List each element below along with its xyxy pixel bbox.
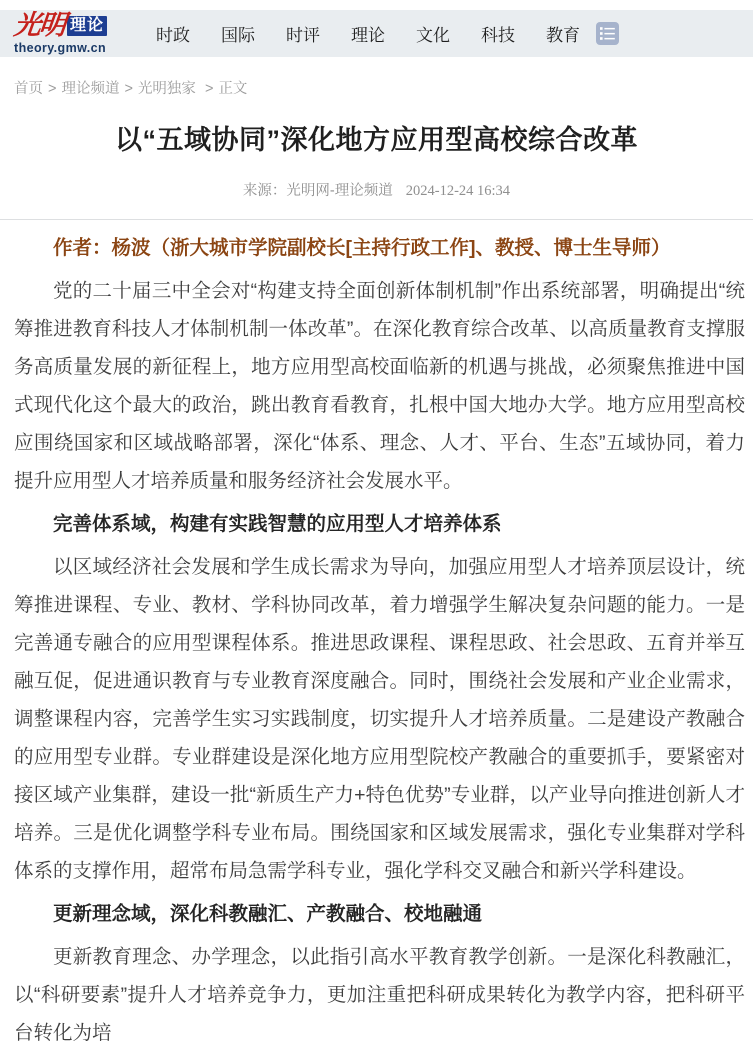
source-line [0,179,753,200]
section-heading-2: 更新理念域，深化科教融汇、产教融合、校地融通 [53,902,483,925]
breadcrumb [14,77,753,98]
logo-channel-badge: 理论 [67,16,107,36]
breadcrumb-home[interactable]: 首页 [14,81,43,97]
breadcrumb-theory-channel[interactable]: 理论频道 [61,81,120,97]
logo-domain-text: theory.gmw.cn [14,41,107,56]
logo-guangming-script: 光明 [12,10,66,42]
article-paragraph: 更新教育理念、办学理念，以此指引高水平教育教学创新。一是深化科教融汇，以“科研要素”提升人才培养竞争力，更加注重把科研成果转化为教学内容，把科研平台转化为培 [14,945,745,1044]
source-label[interactable]: 来源：光明网-理论频道 [242,182,393,199]
nav-item-keji[interactable]: 科技 [481,26,515,45]
breadcrumb-current-article: 正文 [218,81,248,97]
nav-item-shiping[interactable]: 时评 [286,26,320,45]
site-header [0,10,753,57]
main-nav [156,21,580,46]
site-logo[interactable] [14,12,132,55]
page-title: 以“五域协同”深化地方应用型高校综合改革 [115,125,638,155]
publish-datetime: 2024-12-24 16:34 [405,182,511,199]
logo-lockup [12,10,132,42]
nav-item-lilun[interactable]: 理论 [351,26,385,45]
section-heading-1: 完善体系域，构建有实践智慧的应用型人才培养体系 [53,512,502,535]
nav-item-wenhua[interactable]: 文化 [416,26,450,45]
breadcrumb-separator: > [204,81,214,97]
article-paragraph: 以区域经济社会发展和学生成长需求为导向，加强应用型人才培养顶层设计，统筹推进课程、专业、教材、学科协同改革，着力增强学生解决复杂问题的能力。一是完善通专融合的应用型课程体系。推进思政课程、课程思政、社会思政、五育并举互融互促，促进通识教育与专业教育深度融合。同时，围绕社会发展和产业企业需求，调整课程内容，完善学生实习实践制度，切实提升人才培养质量。二是建设产教融合的应用型专业群。专业群建设是深化地方应用型院校产教融合的重要抓手，要紧密对接区域产业集群，建设一批“新质生产力+特色优势”专业群，以产业导向推进创新人才培养。三是优化调整学科专业布局。围绕国家和区域发展需求，强化专业集群对学科体系的支撑作用，超常布局急需学科专业，强化学科交叉融合和新兴学科建设。 [14,555,745,882]
nav-item-guoji[interactable]: 国际 [221,26,255,45]
list-menu-icon [599,25,616,42]
breadcrumb-separator: > [124,81,133,97]
article-body [0,220,753,1052]
article-paragraph: 党的二十届三中全会对“构建支持全面创新体制机制”作出系统部署，明确提出“统筹推进教育科技人才体制机制一体改革”。在深化教育综合改革、以高质量教育支撑服务高质量发展的新征程上，地方应用型高校面临新的机遇与挑战，必须聚焦推进中国式现代化这个最大的政治，跳出教育看教育，扎根中国大地办大学。地方应用型高校应围绕国家和区域战略部署，深化“体系、理念、人才、平台、生态”五域协同，着力提升应用型人才培养质量和服务经济社会发展水平。 [14,279,745,492]
nav-item-jiaoyu[interactable]: 教育 [546,26,580,45]
author-line: 作者：杨波（浙大城市学院副校长[主持行政工作]、教授、博士生导师） [53,236,671,259]
breadcrumb-separator: > [48,81,57,97]
breadcrumb-gm-exclusive[interactable]: 光明独家 [137,81,196,97]
nav-item-shizheng[interactable]: 时政 [156,26,190,45]
list-menu-button[interactable] [596,22,619,45]
